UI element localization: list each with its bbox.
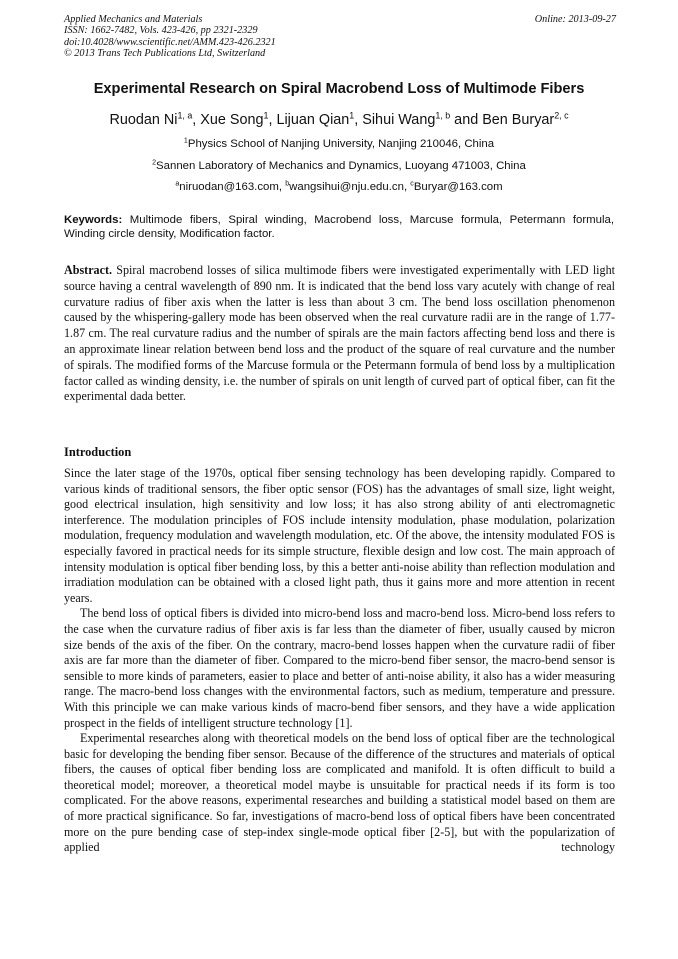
author-name: Sihui Wang <box>362 112 436 128</box>
author <box>109 112 200 128</box>
doi-line: doi:10.4028/www.scientific.net/AMM.423-426.2321 <box>64 36 276 48</box>
affiliation-2 <box>30 159 648 173</box>
author-name: Xue Song <box>200 112 264 128</box>
email-link[interactable]: wangsihui@nju.edu.cn <box>289 181 404 193</box>
author <box>200 112 276 128</box>
email-link[interactable]: niruodan@163.com <box>179 181 279 193</box>
keywords-block <box>64 213 614 242</box>
author-name: Ben Buryar <box>482 112 555 128</box>
affiliation-text: Sannen Laboratory of Mechanics and Dynamics, Luoyang 471003, China <box>156 160 526 172</box>
email-sep: , <box>278 181 286 193</box>
email-sup: a <box>175 180 180 188</box>
section-heading-introduction: Introduction <box>64 445 132 459</box>
author-sep: , <box>268 112 277 128</box>
body-paragraph: The bend loss of optical fibers is divided into micro-bend loss and macro-bend loss. Micro-bend loss refers to the case when the curvature radius of fiber axis is far less than the diameter of fiber, usually caused by micron size bends of the axis of the fiber. On the contrary, macro-bend losses happen when the curvature radii of fiber axis are far more than the diameter of fiber. Compared to the micro-bend fiber sensor, the macro-bend sensor is sensible to more kinds of parameters, easier to place and better of anti-noise ability, it also has a wider measuring range. The macro-bend loss changes with the environmental factors, such as medium, temperature and pressure. With this principle we can make various kinds of macro-bend fiber sensors, and they have a wide application prospect in the fields of intelligent structure technology [1]. <box>64 606 615 730</box>
author-sup: 2, c <box>554 110 569 121</box>
introduction-body <box>64 466 615 856</box>
author-list <box>30 111 648 130</box>
email-sup: b <box>285 180 290 188</box>
abstract-text: Spiral macrobend losses of silica multimode fibers were investigated experimentally with LED light source having a central wavelength of 890 nm. It is indicated that the bend loss vary acutely with change of real curvature radius of fiber axis when the latter is less than about 3 cm. The bend loss oscillation phenomenon caused by the whispering-gallery mode has been observed when the real curvature radii are in the range of 1.77-1.87 cm. The real curvature radius and the number of spirals are the main factors affecting bend loss and there is an approximate linear relation between bend loss and the product of the square of real curvature and the number of spirals. The modified forms of the Marcuse formula or the Petermann formula of bend loss by a multiplication factor called as winding density, i.e. the number of spirals on unit length of curved part of optical fiber, can fit the experimental dada better. <box>64 263 615 404</box>
email-sep: , <box>403 181 411 193</box>
author-sup: 1, a <box>177 110 193 121</box>
author <box>482 112 568 128</box>
abstract-label: Abstract. <box>64 263 113 277</box>
journal-name: Applied Mechanics and Materials <box>64 14 203 25</box>
author <box>362 112 482 128</box>
body-paragraph: Experimental researches along with theoretical models on the bend loss of optical fiber are the technological basic for developing the bending fiber sensor. Because of the difference of the structures and materials of optical fibers, the causes of optical fiber bending loss are complicated and manifold. It is often difficult to build a theoretical model; moreover, a theoretical model maybe is unsuitable for practical needs if its form is too complicated. For the above reasons, experimental researches and building a statistical model based on them are of more practical significance. So far, investigations of macro-bend loss of optical fibers have been concentrated more on the pure bending case of step-index single-mode optical fiber [2-5], but with the popularization of applied technology <box>64 731 615 855</box>
author-sep: and <box>450 112 483 128</box>
author-sep: , <box>192 112 201 128</box>
author-sup: 1 <box>349 110 355 121</box>
email-list <box>30 180 648 194</box>
email-sup: c <box>410 180 414 188</box>
issn-line: ISSN: 1662-7482, Vols. 423-426, pp 2321-2329 <box>64 25 258 37</box>
affiliation-1 <box>30 137 648 151</box>
body-paragraph: Since the later stage of the 1970s, optical fiber sensing technology has been developing rapidly. Compared to various kinds of traditional sensors, the fiber optic sensor (FOS) has the advantages of small size, light weight, good electrical insulation, high sensitivity and low loss; it has also strong ability of anti electromagnetic interference. The modulation principles of FOS include intensity modulation, phase modulation, polarization modulation, frequency modulation and wavelength modulation, etc. Of the above, the intensity modulated FOS is especially favored in practical needs for its simple structure, flexible design and low cost. The main approach of intensity modulation is optical fiber bending loss, by this a better anti-noise ability than reflection modulation and irradiation modulation can be obtained with a closed light path, thus it gains more and more attention in recent years. <box>64 466 615 605</box>
keywords-label: Keywords: <box>64 214 123 226</box>
affiliation-sup: 2 <box>152 159 157 167</box>
author-name: Lijuan Qian <box>276 112 350 128</box>
affiliation-text: Physics School of Nanjing University, Nanjing 210046, China <box>187 138 495 150</box>
author <box>276 112 362 128</box>
paper-title: Experimental Research on Spiral Macrobend Loss of Multimode Fibers <box>93 81 585 97</box>
author-sep: , <box>354 112 363 128</box>
copyright-line: © 2013 Trans Tech Publications Ltd, Switzerland <box>64 48 266 60</box>
author-sup: 1 <box>263 110 269 121</box>
email-link[interactable]: Buryar@163.com <box>413 181 503 193</box>
author-sup: 1, b <box>435 110 451 121</box>
journal-header <box>64 14 616 60</box>
online-date: Online: 2013-09-27 <box>534 14 616 25</box>
keywords-text: Multimode fibers, Spiral winding, Macrobend loss, Marcuse formula, Petermann formula, Winding circle density, Modification factor. <box>64 214 614 241</box>
affiliation-sup: 1 <box>183 137 188 145</box>
abstract-block <box>64 263 615 405</box>
author-name: Ruodan Ni <box>109 112 178 128</box>
